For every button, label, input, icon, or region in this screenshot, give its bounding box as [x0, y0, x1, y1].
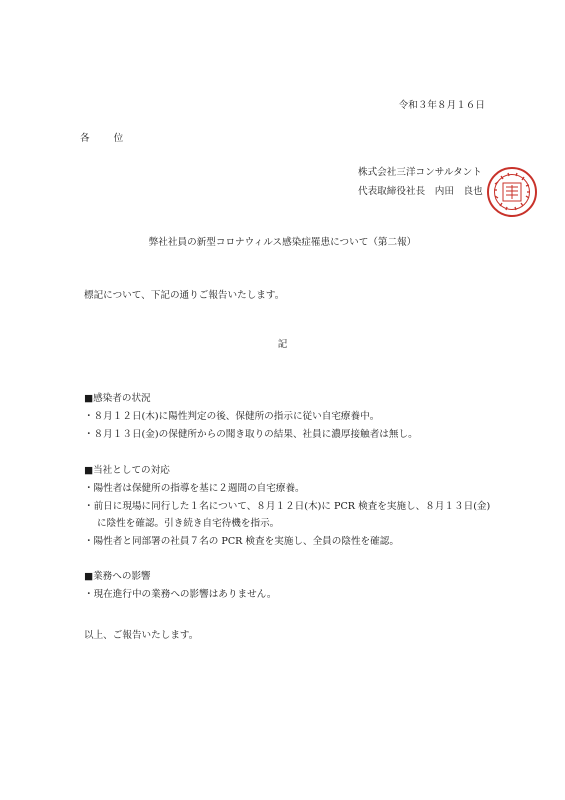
seal-icon	[486, 166, 538, 218]
company-name: 株式会社三洋コンサルタント	[358, 167, 482, 178]
list-item: ・８月１３日(金)の保健所からの聞き取りの結果、社員に濃厚接触者は無し。	[84, 429, 418, 440]
ki-marker: 記	[277, 339, 288, 350]
list-item-continuation: に陰性を確認。引き続き自宅待機を指示。	[97, 518, 280, 529]
company-seal-stamp	[486, 166, 538, 218]
section-heading-company-response: ■当社としての対応	[84, 465, 170, 476]
addressee: 各位	[80, 133, 148, 144]
list-item: ・陽性者は保健所の指導を基に２週間の自宅療養。	[84, 483, 305, 494]
document-title: 弊社社員の新型コロナウィルス感染症罹患について（第二報）	[148, 237, 417, 248]
intro-text: 標記について、下記の通りご報告いたします。	[84, 290, 285, 301]
section-heading-infection-status: ■感染者の状況	[84, 393, 151, 404]
list-item: ・現在進行中の業務への影響はありません。	[84, 589, 277, 600]
section-heading-business-impact: ■業務への影響	[84, 571, 151, 582]
list-item: ・陽性者と同部署の社員７名の PCR 検査を実施し、全員の陰性を確認。	[84, 536, 399, 547]
date: 令和３年８月１６日	[398, 100, 485, 111]
list-item: ・８月１２日(木)に陽性判定の後、保健所の指示に従い自宅療養中。	[84, 411, 380, 422]
closing-text: 以上、ご報告いたします。	[84, 630, 199, 641]
list-item: ・前日に現場に同行した１名について、８月１２日(木)に PCR 検査を実施し、８月１３日(金)	[84, 501, 491, 512]
representative-name: 代表取締役社長 内田 良也	[358, 186, 483, 197]
